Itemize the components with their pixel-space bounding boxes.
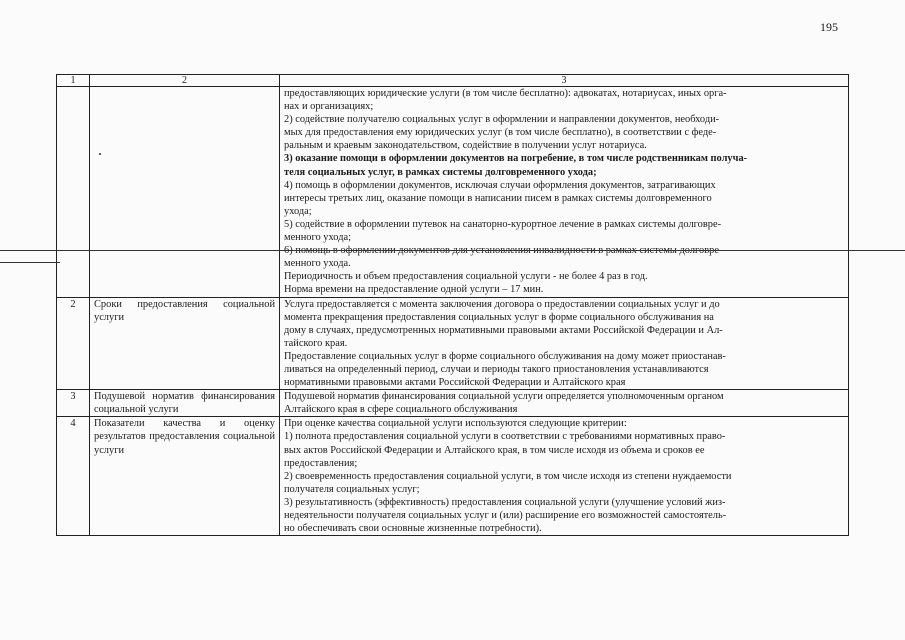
- content-line: но обеспечивать свои основные жизненные потребности).: [284, 523, 542, 535]
- content-line: ральным и краевым законодательством, содействие в получении услуг нотариуса.: [284, 140, 647, 152]
- row-number: 4: [57, 417, 90, 536]
- row-name: [90, 87, 280, 298]
- row-number: 2: [57, 297, 90, 390]
- table-header-row: [57, 75, 849, 87]
- row-name: Сроки предоставления социальной услуги: [90, 297, 280, 390]
- content-line: При оценке качества социальной услуги используются следующие критерии:: [284, 418, 627, 430]
- table-row: [57, 297, 849, 390]
- table-row: [57, 417, 849, 536]
- row-content: [280, 87, 849, 298]
- content-line: 4) помощь в оформлении документов, исключая случаи оформления документов, затрагивающих: [284, 179, 716, 191]
- row-content: [280, 297, 849, 390]
- row-number: [57, 87, 90, 298]
- content-line: Норма времени на предоставление одной услуги – 17 мин.: [284, 284, 544, 296]
- content-line: предоставления;: [284, 457, 358, 469]
- content-line: 1) полнота предоставления социальной услуги в соответствии с требованиями нормативных право-: [284, 431, 726, 443]
- content-line: Услуга предоставляется с момента заключения договора о предоставлении социальных услуг и до: [284, 298, 720, 310]
- content-line: интересы третьих лиц, оказание помощи в написании писем в рамках системы долговременного: [284, 192, 712, 204]
- row-number: 3: [57, 390, 90, 417]
- content-line: ливаться на определенный период, случаи и периоды такого приостановления устанавливаются: [284, 363, 709, 375]
- scan-artifact-dot: [99, 153, 101, 155]
- content-line: предоставляющих юридические услуги (в том числе бесплатно): адвокатах, нотариусах, иных орга-: [284, 88, 727, 99]
- row-name: Подушевой норматив финансирования социальной услуги: [90, 390, 280, 417]
- content-line: нормативными правовыми актами Российской Федерации и Алтайского края: [284, 377, 626, 389]
- row-content: [280, 390, 849, 417]
- header-col-1: 1: [57, 75, 90, 87]
- content-line: Подушевой норматив финансирования социальной услуги определяется уполномоченным органом: [284, 391, 724, 403]
- content-line: Периодичность и объем предоставления социальной услуги - не более 4 раз в год.: [284, 271, 648, 283]
- content-line: тайского края.: [284, 337, 348, 349]
- header-col-2: 2: [90, 75, 280, 87]
- content-line: Предоставление социальных услуг в форме социального обслуживания на дому может приостанав-: [284, 350, 726, 362]
- scan-artifact-line: [0, 262, 60, 263]
- content-line: 3) оказание помощи в оформлении документов на погребение, в том числе родственникам получа-: [284, 153, 748, 165]
- content-line: мых для предоставления ему юридических услуг (в том числе бесплатно), в соответствии с феде-: [284, 127, 717, 139]
- content-line: 5) содействие в оформлении путевок на санаторно-курортное лечение в рамках системы долговре-: [284, 218, 722, 230]
- service-standard-table: [56, 74, 849, 536]
- row-name: Показатели качества и оценку результатов предоставления социальной услуги: [90, 417, 280, 536]
- scan-artifact-line: [0, 250, 905, 251]
- content-line: менного ухода.: [284, 258, 351, 270]
- table-row: [57, 87, 849, 298]
- content-line: Алтайского края в сфере социального обслуживания: [284, 404, 518, 416]
- content-line: 2) своевременность предоставления социальной услуги, в том числе исходя из степени нуждаемости: [284, 470, 732, 482]
- page-number: 195: [820, 20, 838, 34]
- content-line: ухода;: [284, 205, 312, 217]
- content-line: момента прекращения предоставления социальных услуг в форме социального обслуживания на: [284, 311, 714, 323]
- content-line: менного ухода;: [284, 232, 351, 244]
- row-content: [280, 417, 849, 536]
- content-line: дому в случаях, предусмотренных нормативными правовыми актами Российской Федерации и Ал-: [284, 324, 723, 336]
- content-line: 3) результативность (эффективность) предоставления социальной услуги (улучшение условий жиз-: [284, 496, 726, 508]
- content-line: нах и организациях;: [284, 101, 374, 113]
- content-line: вых актов Российской Федерации и Алтайского края, в том числе исходя из объема и сроков ее: [284, 444, 705, 456]
- header-col-3: 3: [280, 75, 849, 87]
- content-line: недеятельности получателя социальных услуг и (или) расширение его возможностей самостоятель-: [284, 510, 727, 521]
- content-line: 2) содействие получателю социальных услуг в оформлении и направлении документов, необходи-: [284, 114, 720, 126]
- table-row: [57, 390, 849, 417]
- content-line: получателя социальных услуг;: [284, 483, 420, 495]
- content-line: теля социальных услуг, в рамках системы долговременного ухода;: [284, 166, 597, 178]
